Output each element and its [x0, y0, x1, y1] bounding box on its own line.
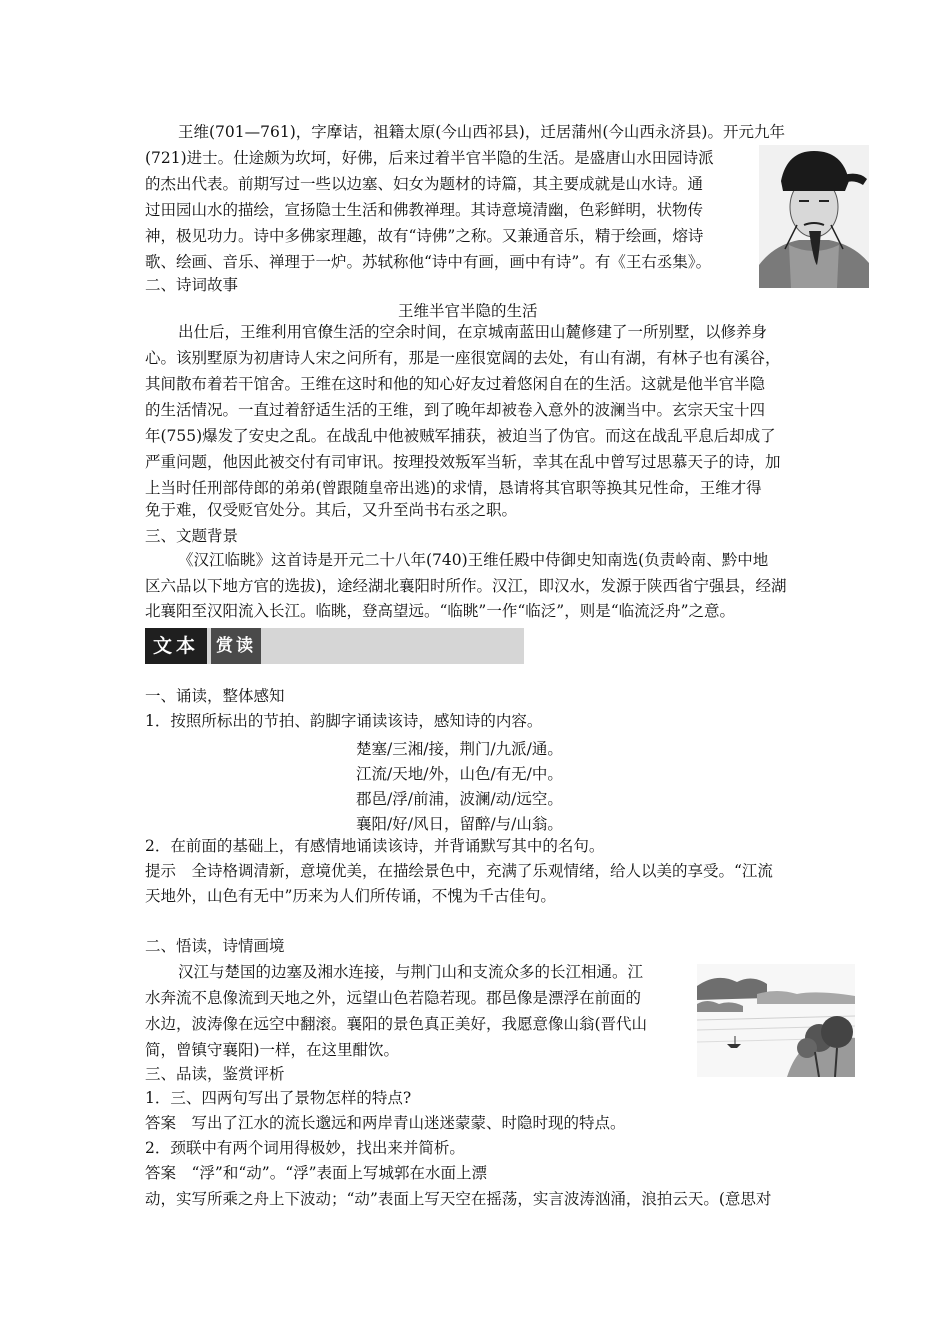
- section-banner: [145, 628, 524, 664]
- tip-line: 提示 全诗格调清新，意境优美，在描绘景色中，充满了乐观情绪，给人以美的享受。“江流: [145, 862, 773, 880]
- story-line: 免于难，仅受贬官处分。其后，又升至尚书右丞之职。: [145, 501, 518, 519]
- section-heading: 二、诗词故事: [145, 276, 239, 294]
- section-heading: 一、诵读，整体感知: [145, 687, 285, 705]
- story-title: 王维半官半隐的生活: [398, 302, 538, 320]
- answer: 动，实写所乘之舟上下波动；“动”表面上写天空在摇荡，实言波涛汹涌，浪拍云天。(意思对: [145, 1190, 772, 1208]
- section-heading: 二、悟读，诗情画境: [145, 937, 285, 955]
- poem-line: 楚塞/三湘/接，荆门/九派/通。: [356, 740, 563, 758]
- river-landscape-painting: [697, 964, 855, 1077]
- background-line: 北襄阳至汉阳流入长江。临眺，登高望远。“临眺”一作“临泛”，则是“临流泛舟”之意。: [145, 602, 736, 620]
- understanding-line: 水奔流不息像流到天地之外，远望山色若隐若现。郡邑像是漂浮在前面的: [145, 989, 642, 1007]
- story-line: 上当时任刑部侍郎的弟弟(曾跟随皇帝出逃)的求情，恳请将其官职等换其兄性命，王维才得: [145, 479, 762, 497]
- story-line: 年(755)爆发了安史之乱。在战乱中他被贼军捕获，被迫当了伪官。而这在战乱平息后却成了: [145, 427, 776, 445]
- intro-line: 过田园山水的描绘，宣扬隐士生活和佛教禅理。其诗意境清幽，色彩鲜明，状物传: [145, 201, 704, 219]
- answer: 答案 写出了江水的流长邈远和两岸青山迷迷蒙蒙、时隐时现的特点。: [145, 1114, 626, 1132]
- question: 1．三、四两句写出了景物怎样的特点?: [145, 1089, 412, 1107]
- story-line: 严重问题，他因此被交付有司审讯。按理投效叛军当斩，幸其在乱中曾写过思慕天子的诗，加: [145, 453, 781, 471]
- section-heading: 三、文题背景: [145, 527, 239, 545]
- story-line: 出仕后，王维利用官僚生活的空余时间，在京城南蓝田山麓修建了一所别墅，以修养身: [178, 323, 768, 341]
- background-line: 《汉江临眺》这首诗是开元二十八年(740)王维任殿中侍御史知南选(负责岭南、黔中地: [178, 551, 769, 569]
- poem-line: 襄阳/好/风日，留醉/与/山翁。: [356, 815, 563, 833]
- intro-line: 王维(701—761)，字摩诘，祖籍太原(今山西祁县)，迁居蒲州(今山西永济县)。开元九年: [178, 123, 785, 141]
- story-line: 的生活情况。一直过着舒适生活的王维，到了晚年却被卷入意外的波澜当中。玄宗天宝十四: [145, 401, 766, 419]
- understanding-line: 简，曾镇守襄阳)一样，在这里酣饮。: [145, 1041, 400, 1059]
- poem-line: 郡邑/浮/前浦，波澜/动/远空。: [356, 790, 563, 808]
- wang-wei-portrait: [759, 145, 869, 288]
- tip-line: 天地外，山色有无中”历来为人们所传诵，不愧为千古佳句。: [145, 887, 556, 905]
- poem-line: 江流/天地/外，山色/有无/中。: [356, 765, 563, 783]
- intro-line: 神，极见功力。诗中多佛家理趣，故有“诗佛”之称。又兼通音乐，精于绘画，熔诗: [145, 227, 704, 245]
- banner-label-reading: 赏读: [211, 628, 261, 664]
- background-line: 区六品以下地方官的选拔)，途经湖北襄阳时所作。汉江，即汉水，发源于陕西省宁强县，经湖: [145, 577, 787, 595]
- understanding-line: 水边，波涛像在远空中翻滚。襄阳的景色真正美好，我愿意像山翁(晋代山: [145, 1015, 648, 1033]
- question: 1．按照所标出的节拍、韵脚字诵读该诗，感知诗的内容。: [145, 712, 543, 730]
- story-line: 心。该别墅原为初唐诗人宋之问所有，那是一座很宽阔的去处，有山有湖，有林子也有溪谷，: [145, 349, 781, 367]
- answer: 答案 “浮”和“动”。“浮”表面上写城郭在水面上漂: [145, 1164, 488, 1182]
- question: 2．在前面的基础上，有感情地诵读该诗，并背诵默写其中的名句。: [145, 837, 605, 855]
- understanding-line: 汉江与楚国的边塞及湘水连接，与荆门山和支流众多的长江相通。江: [178, 963, 644, 981]
- section-heading: 三、品读，鉴赏评析: [145, 1065, 285, 1083]
- story-line: 其间散布着若干馆舍。王维在这时和他的知心好友过着悠闲自在的生活。这就是他半官半隐: [145, 375, 766, 393]
- banner-label-text: 文本: [145, 628, 207, 664]
- question: 2．颈联中有两个词用得极妙，找出来并简析。: [145, 1139, 465, 1157]
- intro-line: 的杰出代表。前期写过一些以边塞、妇女为题材的诗篇，其主要成就是山水诗。通: [145, 175, 704, 193]
- intro-line: 歌、绘画、音乐、禅理于一炉。苏轼称他“诗中有画，画中有诗”。有《王右丞集》。: [145, 253, 712, 271]
- intro-line: (721)进士。仕途颇为坎坷，好佛，后来过着半官半隐的生活。是盛唐山水田园诗派: [145, 149, 714, 167]
